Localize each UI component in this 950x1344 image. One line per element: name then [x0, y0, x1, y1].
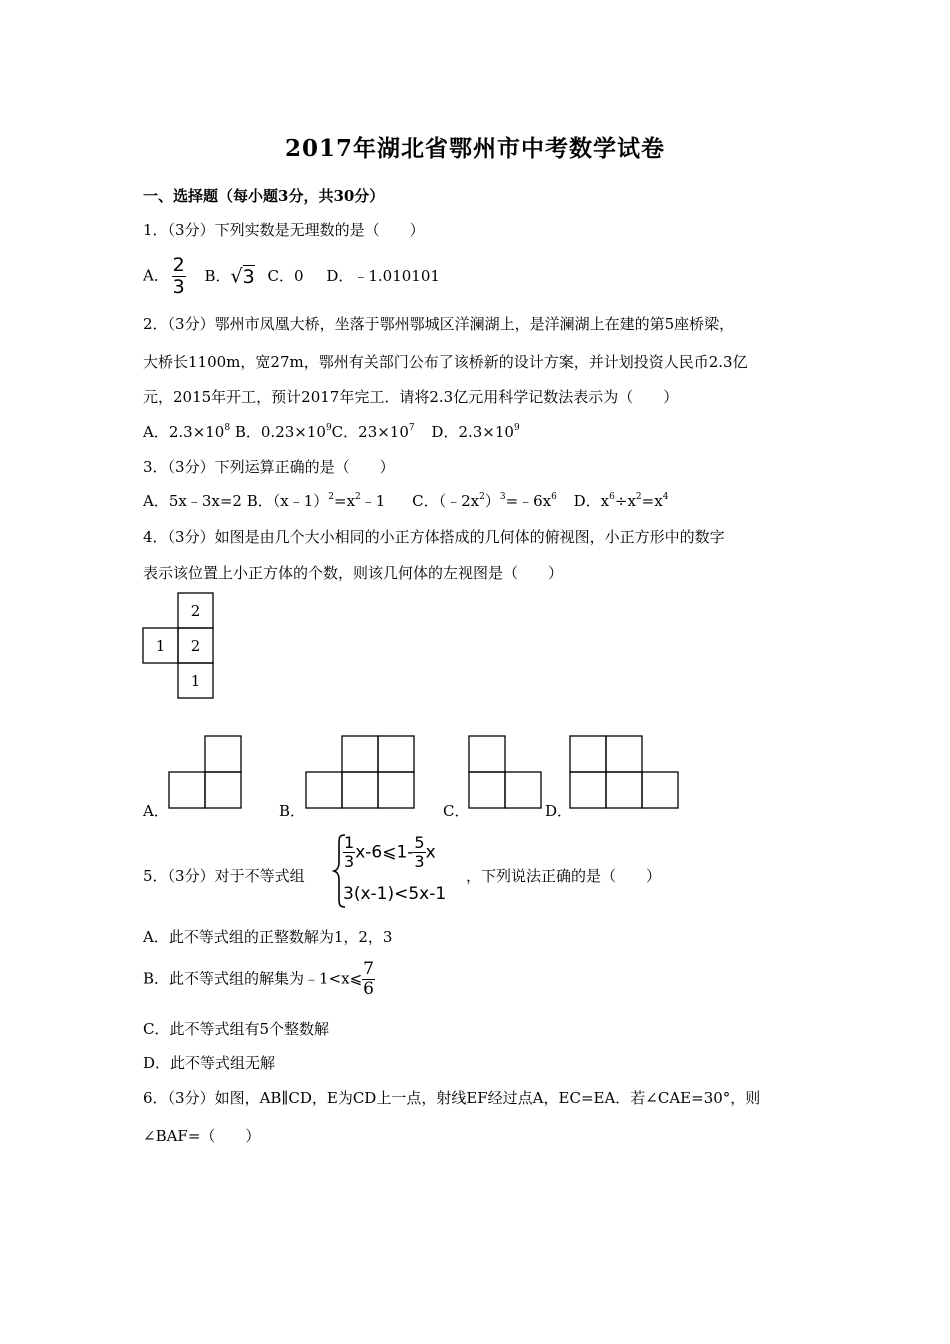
q1-option-a-label: A． — [143, 266, 169, 285]
q3-option-a: A．5x﹣3x=2 — [143, 492, 242, 510]
q3-stem: 3．（3分）下列运算正确的是（ ） — [143, 458, 395, 476]
q3-option-d: D．$x^6\div x^2=x^4$ — [573, 492, 669, 510]
q2-options — [143, 421, 520, 442]
q5-stem-before: 5．（3分）对于不等式组 — [143, 867, 305, 885]
top-view-value: 2 — [190, 602, 201, 620]
q6-line1: 6．（3分）如图，AB∥CD，E为CD上一点，射线EF经过点A，EC=EA．若∠CAE=30°，则 — [143, 1089, 761, 1107]
page-title: 2017年湖北省鄂州市中考数学试卷 — [284, 135, 665, 162]
top-view-value: 1 — [155, 637, 166, 655]
q1-option-b-sqrt: √3 — [230, 265, 255, 288]
q2-option-a-exp: 8 — [224, 423, 231, 433]
q2-option-b-exp: 9 — [325, 423, 332, 433]
q4-option-b-figure — [306, 736, 414, 808]
q1-option-a-fraction — [172, 256, 186, 297]
q1-option-c: C．0 — [267, 266, 304, 285]
q4-option-a-label: A． — [143, 802, 169, 820]
q3-option-c: C．$(﹣2x^2)^3=﹣6x^6$ — [412, 492, 557, 510]
q2-option-b: B．0.23×10 — [234, 423, 326, 441]
section-heading: 一、选择题（每小题3分，共30分） — [143, 187, 385, 205]
top-view-value: 1 — [190, 672, 201, 690]
q5-option-d: D．此不等式组无解 — [143, 1054, 276, 1072]
q2-line1: 2．（3分）鄂州市凤凰大桥，坐落于鄂州鄂城区洋澜湖上，是洋澜湖上在建的第5座桥梁， — [143, 315, 735, 333]
q4-option-c-label: C． — [443, 802, 470, 820]
q6-line2: ∠BAF=（ ） — [143, 1127, 261, 1145]
q1-options — [143, 256, 440, 297]
q2-line2: 大桥长1100m，宽27m，鄂州有关部门公布了该桥新的设计方案，并计划投资人民币2.3亿 — [143, 353, 748, 371]
q2-option-c: C．23×10 — [331, 423, 409, 441]
q2-line3: 元，2015年开工，预计2017年完工．请将2.3亿元用科学记数法表示为（ ） — [143, 388, 679, 406]
q4-option-c-figure — [469, 736, 541, 808]
q2-option-a: A．2.3×10 — [143, 423, 225, 441]
q2-option-d-exp: 9 — [513, 423, 520, 433]
q5-option-b: B．此不等式组的解集为﹣1<x⩽ $\frac{7}{6}$ — [143, 959, 374, 999]
q3-options — [143, 490, 668, 511]
q1-option-d: D．﹣1.010101 — [326, 266, 440, 285]
q5-system-line2: 3(x-1)<5x-1 — [343, 884, 447, 904]
q4-option-b-label: B． — [279, 802, 306, 820]
q5-option-a: A．此不等式组的正整数解为1，2，3 — [143, 928, 393, 946]
q4-line2: 表示该位置上小正方体的个数，则该几何体的左视图是（ ） — [143, 564, 564, 582]
q4-option-d-label: D． — [545, 802, 573, 820]
q4-top-view-figure — [143, 593, 223, 703]
q1-option-b-label: B． — [204, 266, 231, 285]
q4-line1: 4．（3分）如图是由几个大小相同的小正方体搭成的几何体的俯视图，小正方形中的数字 — [143, 528, 725, 546]
q3-option-b: B．$(x﹣1)^2=x^2﹣1$ — [246, 492, 386, 510]
q5-system-line1: $\frac{1}{3}$ x-6⩽1- $\frac{5}{3}$ x — [344, 833, 436, 871]
q2-option-c-exp: 7 — [408, 423, 415, 433]
q5-stem-after: ，下列说法正确的是（ ） — [466, 867, 662, 885]
q5-option-c: C．此不等式组有5个整数解 — [143, 1020, 330, 1038]
q1-stem: 1．（3分）下列实数是无理数的是（ ） — [143, 221, 425, 239]
q1-option-a-numerator: 2 — [172, 254, 185, 276]
q1-option-a-denominator: 3 — [172, 276, 185, 298]
q1-option-b-radicand: 3 — [242, 265, 255, 288]
q4-option-a-figure — [169, 736, 241, 808]
q4-option-d-figure — [570, 736, 678, 808]
top-view-value: 2 — [190, 637, 201, 655]
q2-option-d: D．2.3×10 — [431, 423, 514, 441]
